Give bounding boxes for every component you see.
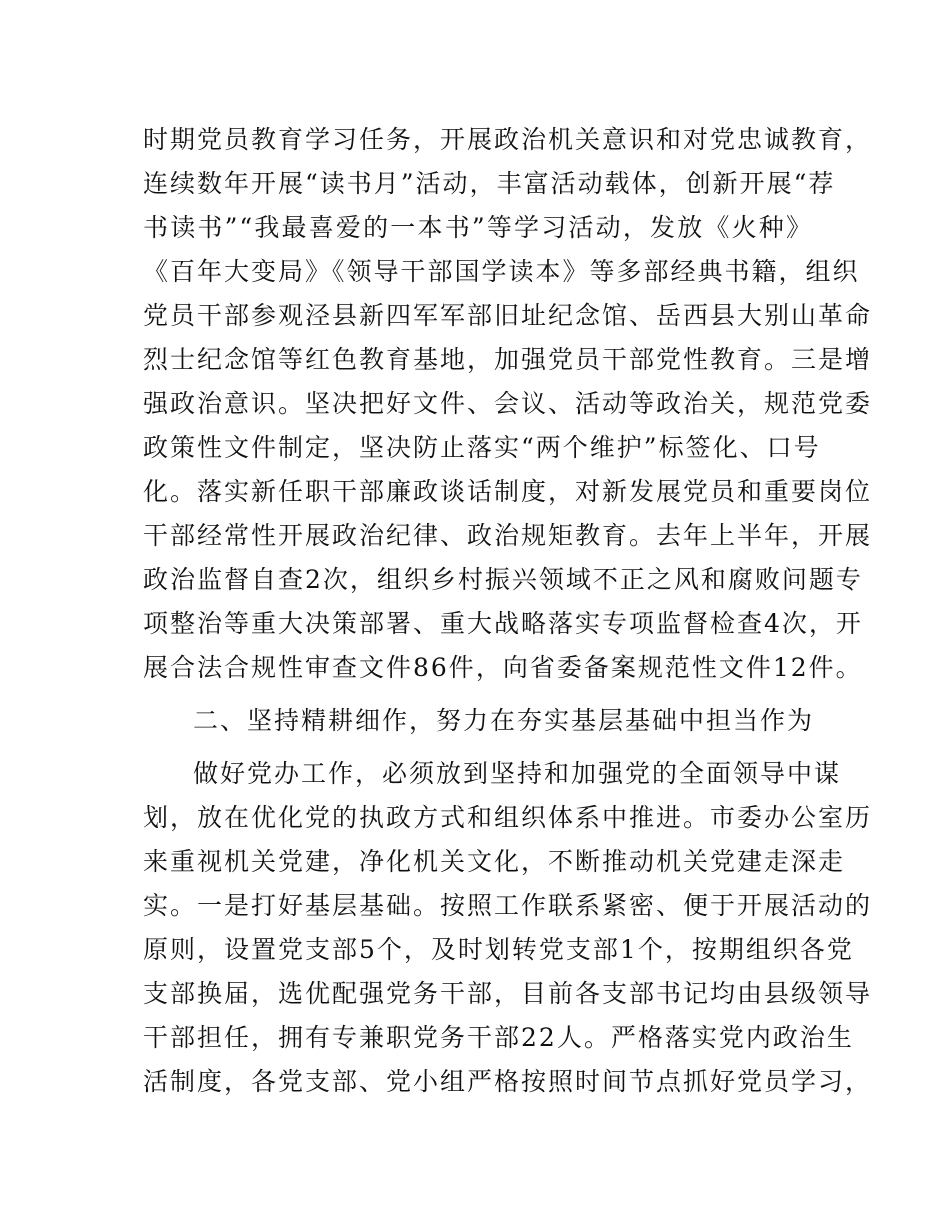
- paragraph-political-education: [143, 118, 873, 690]
- text-line: 干部经常性开展政治纪律、政治规矩教育。去年上半年，开展: [143, 521, 873, 550]
- text-line: 项整治等重大决策部署、重大战略落实专项监督检查4次，开: [143, 609, 863, 638]
- text-line: 时期党员教育学习任务，开展政治机关意识和对党忠诚教育，: [143, 125, 873, 154]
- document-body: [143, 118, 873, 1104]
- paragraph-grassroots-foundation: [143, 752, 873, 1104]
- text-line: 书读书”“我最喜爱的一本书”等学习活动，发放《火种》: [143, 213, 813, 242]
- text-line: 活制度，各党支部、党小组严格按照时间节点抓好党员学习，: [143, 1067, 873, 1096]
- text-line: 做好党办工作，必须放到坚持和加强党的全面领导中谋: [193, 759, 842, 788]
- text-line: 展合法合规性审查文件86件，向省委备案规范性文件12件。: [143, 653, 863, 682]
- text-line: 原则，设置党支部5个，及时划转党支部1个，按期组织各党: [143, 935, 854, 964]
- section-heading: 二、坚持精耕细作，努力在夯实基层基础中担当作为: [193, 706, 815, 735]
- paragraph-gap: [143, 743, 813, 752]
- text-line: 党员干部参观泾县新四军军部旧址纪念馆、岳西县大别山革命: [143, 301, 873, 330]
- text-line: 《百年大变局》《领导干部国学读本》等多部经典书籍，组织: [143, 257, 860, 286]
- text-line: 支部换届，选优配强党务干部，目前各支部书记均由县级领导: [143, 979, 873, 1008]
- text-line: 干部担任，拥有专兼职党务干部22人。严格落实党内政治生: [143, 1023, 854, 1052]
- text-line: 强政治意识。坚决把好文件、会议、活动等政治关，规范党委: [143, 389, 873, 418]
- text-line: 连续数年开展“读书月”活动，丰富活动载体，创新开展“荐: [143, 169, 836, 198]
- text-line: 实。一是打好基层基础。按照工作联系紧密、便于开展活动的: [143, 891, 873, 920]
- text-line: 政策性文件制定，坚决防止落实“两个维护”标签化、口号: [143, 433, 821, 462]
- text-line: 划，放在优化党的执政方式和组织体系中推进。市委办公室历: [143, 803, 873, 832]
- paragraph-gap: [143, 690, 813, 699]
- text-line: 化。落实新任职干部廉政谈话制度，对新发展党员和重要岗位: [143, 477, 873, 506]
- text-line: 来重视机关党建，净化机关文化，不断推动机关党建走深走: [143, 847, 846, 876]
- text-line: 烈士纪念馆等红色教育基地，加强党员干部党性教育。三是增: [143, 345, 873, 374]
- text-line: 政治监督自查2次，组织乡村振兴领域不正之风和腐败问题专: [143, 565, 863, 594]
